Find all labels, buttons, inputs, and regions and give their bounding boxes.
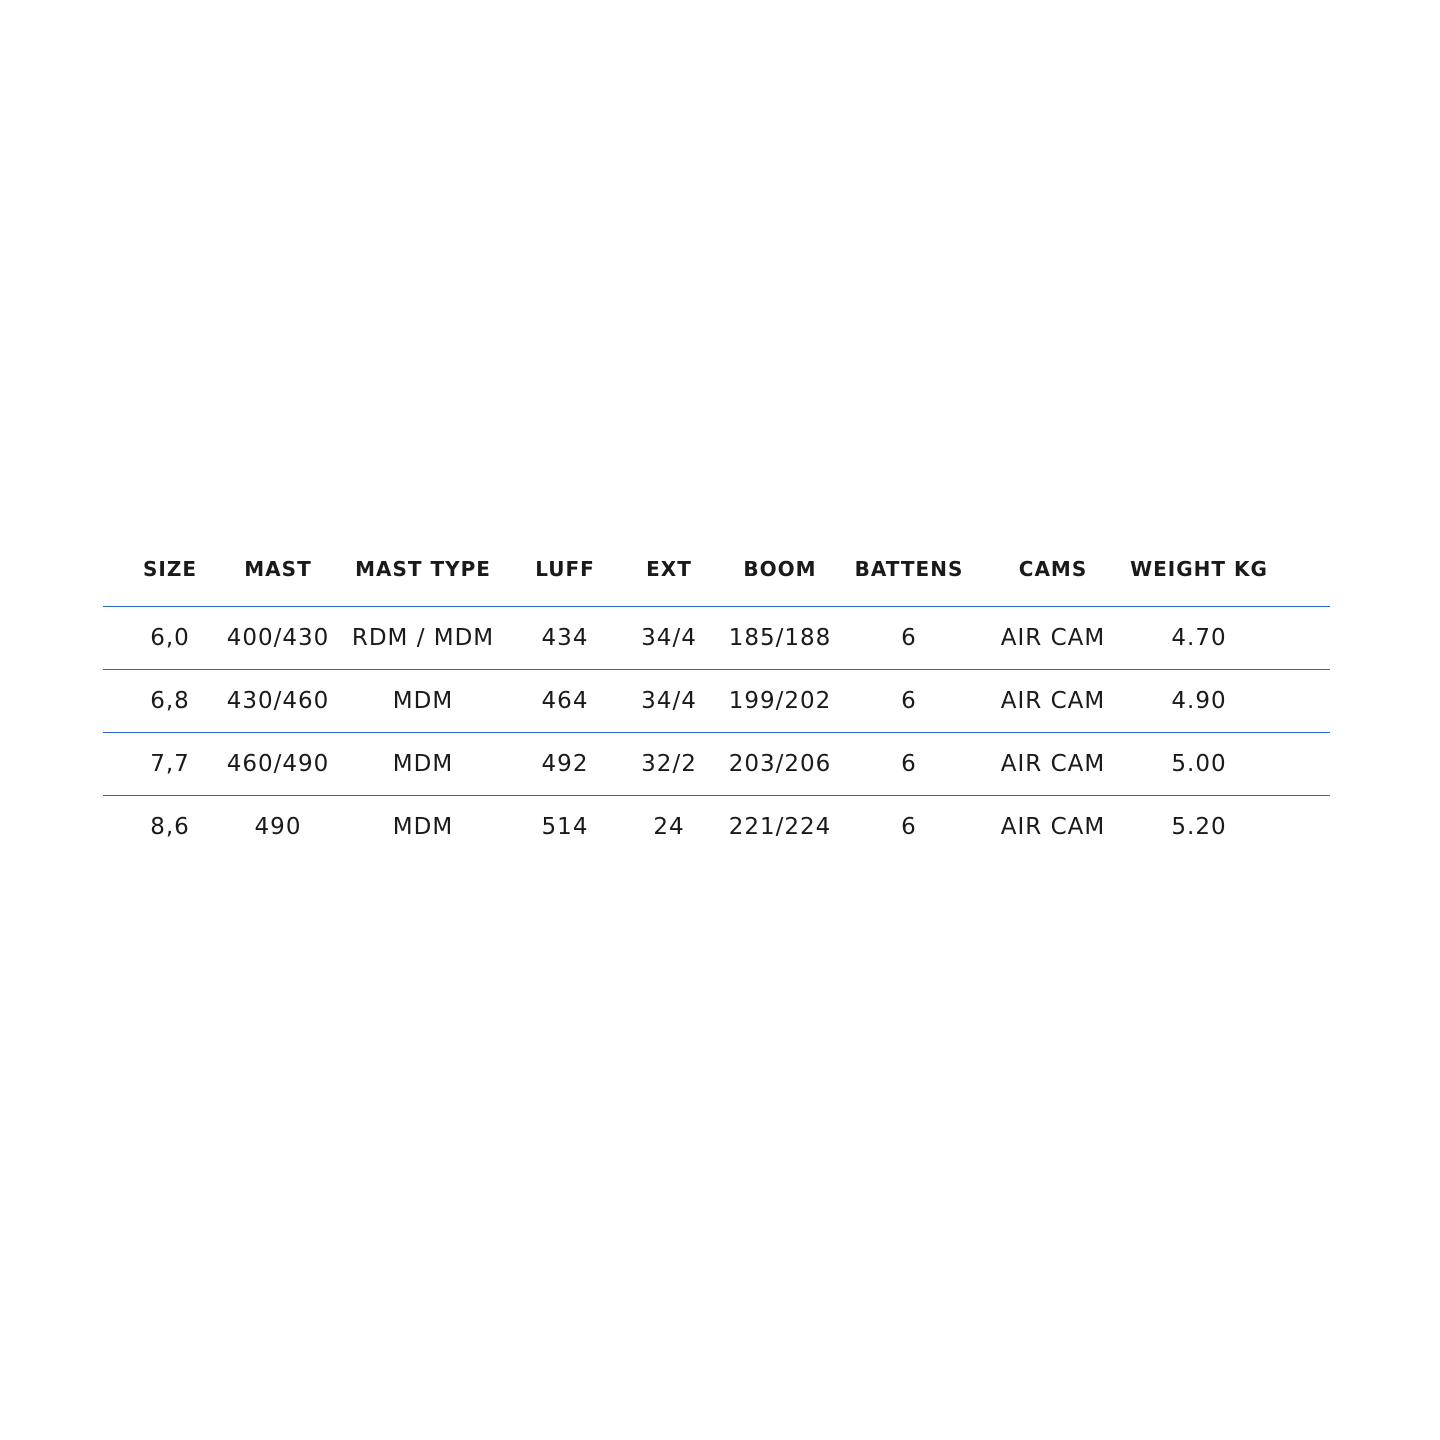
cell-weight: 4.70 [1171,625,1227,651]
col-header-battens: BATTENS [854,557,964,581]
cell-weight: 5.00 [1171,751,1227,777]
table-row [103,607,1330,670]
cell-ext: 24 [653,814,685,840]
cell-mast-type: MDM [392,688,454,714]
table-row [103,796,1330,858]
cell-cams: AIR CAM [1000,814,1106,840]
col-header-weight: WEIGHT KG [1130,557,1268,581]
cell-mast: 430/460 [226,688,330,714]
cell-luff: 434 [541,625,589,651]
cell-size: 7,7 [150,751,190,777]
cell-size: 8,6 [150,814,190,840]
table-row [103,670,1330,733]
cell-luff: 492 [541,751,589,777]
spec-table [103,540,1330,858]
cell-mast-type: MDM [392,814,454,840]
col-header-size: SIZE [142,557,198,581]
cell-size: 6,0 [150,625,190,651]
cell-battens: 6 [901,625,917,651]
col-header-boom: BOOM [743,557,817,581]
cell-boom: 199/202 [728,688,832,714]
cell-battens: 6 [901,814,917,840]
cell-cams: AIR CAM [1000,625,1106,651]
col-header-mast: MAST [244,557,312,581]
table-header [103,540,1330,607]
cell-cams: AIR CAM [1000,751,1106,777]
cell-mast: 400/430 [226,625,330,651]
cell-size: 6,8 [150,688,190,714]
col-header-luff: LUFF [535,557,595,581]
col-header-mast-type: MAST TYPE [355,557,491,581]
cell-ext: 34/4 [641,688,697,714]
cell-boom: 221/224 [728,814,832,840]
cell-battens: 6 [901,688,917,714]
cell-cams: AIR CAM [1000,688,1106,714]
cell-luff: 464 [541,688,589,714]
cell-boom: 185/188 [728,625,832,651]
cell-mast-type: RDM / MDM [351,625,495,651]
cell-mast: 460/490 [226,751,330,777]
col-header-cams: CAMS [1018,557,1088,581]
cell-ext: 34/4 [641,625,697,651]
cell-mast-type: MDM [392,751,454,777]
cell-battens: 6 [901,751,917,777]
table-row [103,733,1330,796]
cell-boom: 203/206 [728,751,832,777]
cell-mast: 490 [254,814,302,840]
cell-weight: 4.90 [1171,688,1227,714]
cell-weight: 5.20 [1171,814,1227,840]
col-header-ext: EXT [646,557,692,581]
cell-ext: 32/2 [641,751,697,777]
cell-luff: 514 [541,814,589,840]
